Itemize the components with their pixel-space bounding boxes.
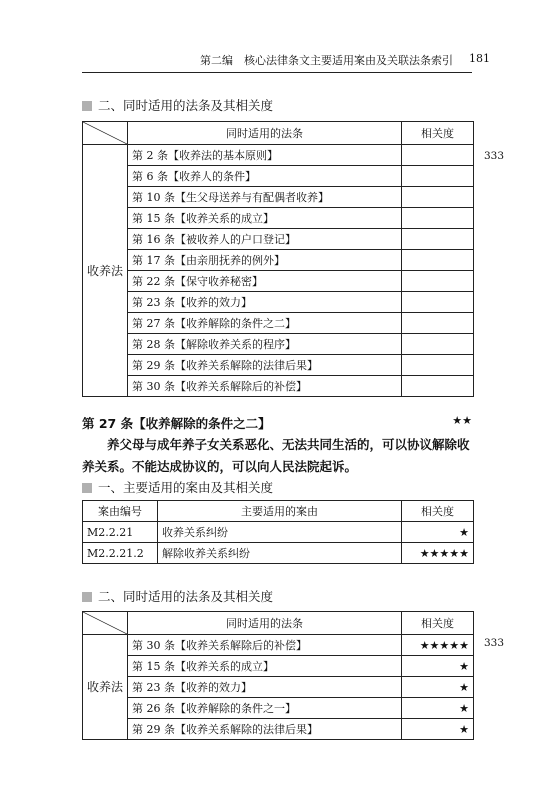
group-label: 收养法 (83, 145, 128, 397)
law-article-cell: 第 2 条【收养法的基本原则】 (128, 145, 402, 166)
column-header-law: 同时适用的法条 (128, 612, 402, 635)
table-row (83, 543, 474, 564)
table-row (83, 698, 474, 719)
relevance-cell (402, 313, 474, 334)
relevance-cell: ★★★★★ (402, 543, 474, 564)
article-title: 第 27 条【收养解除的条件之二】 (82, 416, 271, 431)
table-row (83, 250, 474, 271)
table-row (83, 677, 474, 698)
article-stars: ★★ (452, 414, 472, 427)
relevance-cell: ★★★★★ (402, 635, 474, 656)
concurrent-laws-table-2 (82, 611, 474, 740)
table-header-row (83, 501, 474, 522)
header-rule (82, 72, 472, 73)
relevance-cell: ★ (402, 719, 474, 740)
relevance-cell: ★ (402, 522, 474, 543)
law-article-cell: 第 15 条【收养关系的成立】 (128, 208, 402, 229)
column-header-relevance: 相关度 (402, 122, 474, 145)
column-header-cause: 主要适用的案由 (158, 501, 402, 522)
relevance-cell (402, 376, 474, 397)
cause-name-cell: 收养关系纠纷 (158, 522, 402, 543)
table-header-row (83, 612, 474, 635)
article-body: 养父母与成年养子女关系恶化、无法共同生活的，可以协议解除收养关系。不能达成协议的，可以向人民法院起诉。 (82, 437, 470, 474)
table-row (83, 334, 474, 355)
relevance-cell: ★ (402, 698, 474, 719)
square-bullet-icon (82, 483, 92, 493)
table-row (83, 208, 474, 229)
law-article-cell: 第 10 条【生父母送养与有配偶者收养】 (128, 187, 402, 208)
main-causes-table (82, 500, 474, 564)
table-row (83, 229, 474, 250)
table-row (83, 635, 474, 656)
law-article-cell: 第 23 条【收养的效力】 (128, 292, 402, 313)
column-header-relevance: 相关度 (402, 501, 474, 522)
law-article-cell: 第 16 条【被收养人的户口登记】 (128, 229, 402, 250)
group-label: 收养法 (83, 635, 128, 740)
relevance-cell: ★ (402, 677, 474, 698)
table-row (83, 145, 474, 166)
relevance-cell: ★ (402, 656, 474, 677)
table-row (83, 313, 474, 334)
header-title: 第二编 核心法律条文主要适用案由及关联法条索引 (200, 54, 453, 67)
law-article-cell: 第 27 条【收养解除的条件之二】 (128, 313, 402, 334)
section-heading-main-causes (82, 478, 273, 496)
relevance-cell (402, 334, 474, 355)
relevance-cell (402, 355, 474, 376)
square-bullet-icon (82, 101, 92, 111)
relevance-cell (402, 187, 474, 208)
table-row (83, 292, 474, 313)
law-article-cell: 第 23 条【收养的效力】 (128, 677, 402, 698)
table-header-row (83, 122, 474, 145)
law-article-cell: 第 29 条【收养关系解除的法律后果】 (128, 719, 402, 740)
column-header-relevance: 相关度 (402, 612, 474, 635)
law-article-cell: 第 15 条【收养关系的成立】 (128, 656, 402, 677)
table-row (83, 355, 474, 376)
column-header-law: 同时适用的法条 (128, 122, 402, 145)
law-article-cell: 第 28 条【解除收养关系的程序】 (128, 334, 402, 355)
page-number: 181 (469, 52, 490, 65)
relevance-cell (402, 145, 474, 166)
relevance-cell (402, 250, 474, 271)
diagonal-header-cell (83, 122, 128, 145)
section-heading-concurrent-laws-2 (82, 587, 273, 605)
table-row (83, 166, 474, 187)
square-bullet-icon (82, 592, 92, 602)
law-article-cell: 第 30 条【收养关系解除后的补偿】 (128, 635, 402, 656)
relevance-cell (402, 292, 474, 313)
section-heading-text: 二、同时适用的法条及其相关度 (98, 98, 274, 113)
table-row (83, 656, 474, 677)
table-row (83, 187, 474, 208)
relevance-cell (402, 229, 474, 250)
relevance-cell (402, 271, 474, 292)
cause-code-cell: M2.2.21 (83, 522, 158, 543)
law-article-cell: 第 17 条【由亲朋抚养的例外】 (128, 250, 402, 271)
side-number: 333 (484, 637, 505, 649)
diagonal-header-cell (83, 612, 128, 635)
table-row (83, 271, 474, 292)
cause-code-cell: M2.2.21.2 (83, 543, 158, 564)
law-article-cell: 第 6 条【收养人的条件】 (128, 166, 402, 187)
law-article-cell: 第 22 条【保守收养秘密】 (128, 271, 402, 292)
concurrent-laws-table (82, 121, 474, 397)
section-heading-text: 二、同时适用的法条及其相关度 (98, 589, 274, 604)
relevance-cell (402, 208, 474, 229)
column-header-code: 案由编号 (83, 501, 158, 522)
law-article-cell: 第 29 条【收养关系解除的法律后果】 (128, 355, 402, 376)
relevance-cell (402, 166, 474, 187)
table-row (83, 719, 474, 740)
section-heading-concurrent-laws (82, 96, 273, 114)
table-row (83, 376, 474, 397)
section-heading-text: 一、主要适用的案由及其相关度 (98, 480, 274, 495)
side-number: 333 (484, 150, 505, 162)
cause-name-cell: 解除收养关系纠纷 (158, 543, 402, 564)
law-article-cell: 第 30 条【收养关系解除后的补偿】 (128, 376, 402, 397)
law-article-cell: 第 26 条【收养解除的条件之一】 (128, 698, 402, 719)
table-row (83, 522, 474, 543)
